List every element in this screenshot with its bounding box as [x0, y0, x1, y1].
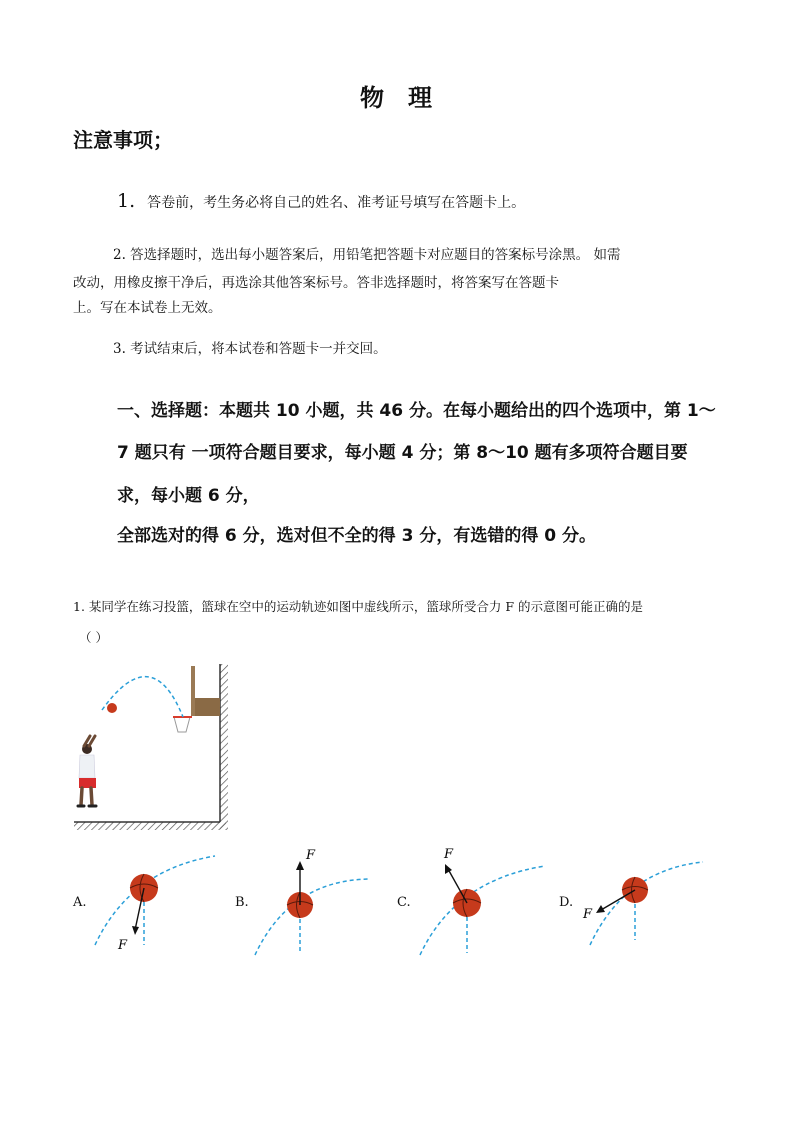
note-2-line-1: 2. 答选择题时，选出每小题答案后，用铅笔把答题卡对应题目的答案标号涂黑。 如需	[113, 247, 621, 263]
option-d-force-label: F	[583, 907, 593, 922]
option-b-diagram	[250, 843, 380, 960]
player-icon	[78, 736, 96, 806]
section-heading-line-3: 求，每小题 6 分，	[117, 486, 260, 506]
backboard	[191, 666, 195, 716]
notice-heading: 注意事项；	[73, 128, 173, 152]
section-heading-line-4: 全部选对的得 6 分，选对但不全的得 3 分，有选错的得 0 分。	[117, 526, 596, 546]
note-3: 3. 考试结束后，将本试卷和答题卡一并交回。	[113, 341, 387, 357]
option-c-diagram	[415, 843, 555, 960]
question-1-answer-bracket: （ ）	[79, 630, 108, 645]
option-c-trajectory-icon	[420, 866, 545, 955]
hoop-net	[174, 717, 190, 732]
note-2-line-2: 改动，用橡皮擦干净后，再选涂其他答案标号。答非选择题时，将答案写在答题卡	[73, 275, 559, 291]
page-title: 物 理	[360, 84, 434, 112]
basketball-icon	[107, 703, 117, 713]
floor-hatch	[74, 822, 226, 830]
section-heading-line-2: 7 题只有 一项符合题目要求，每小题 4 分；第 8～10 题有多项符合题目要	[117, 443, 688, 463]
basketball-shot-figure	[70, 660, 235, 835]
option-d-label: D.	[559, 895, 574, 910]
note-1: 1. 答卷前，考生务必将自己的姓名、准考证号填写在答题卡上。	[117, 190, 526, 212]
option-b-label: B.	[235, 895, 249, 910]
option-a-trajectory-icon	[95, 856, 215, 945]
option-c-label: C.	[397, 895, 411, 910]
section-heading-line-1: 一、选择题：本题共 10 小题，共 46 分。在每小题给出的四个选项中，第 1～	[117, 401, 716, 421]
question-1-stem: 1. 某同学在练习投篮，篮球在空中的运动轨迹如图中虚线所示，篮球所受合力 F 的示意图可能正确的是	[73, 599, 644, 614]
wall-hatch	[220, 664, 228, 830]
option-d-trajectory-icon	[590, 862, 703, 945]
option-b-force-label: F	[306, 848, 316, 863]
option-b-trajectory-icon	[255, 879, 370, 955]
note-2-line-3: 上。写在本试卷上无效。	[73, 300, 222, 316]
option-a-diagram	[90, 850, 220, 960]
option-a-force-label: F	[118, 938, 128, 953]
backboard-support	[195, 698, 220, 716]
option-a-label: A.	[73, 895, 87, 910]
option-c-force-label: F	[444, 847, 454, 862]
option-d-diagram	[575, 850, 710, 960]
